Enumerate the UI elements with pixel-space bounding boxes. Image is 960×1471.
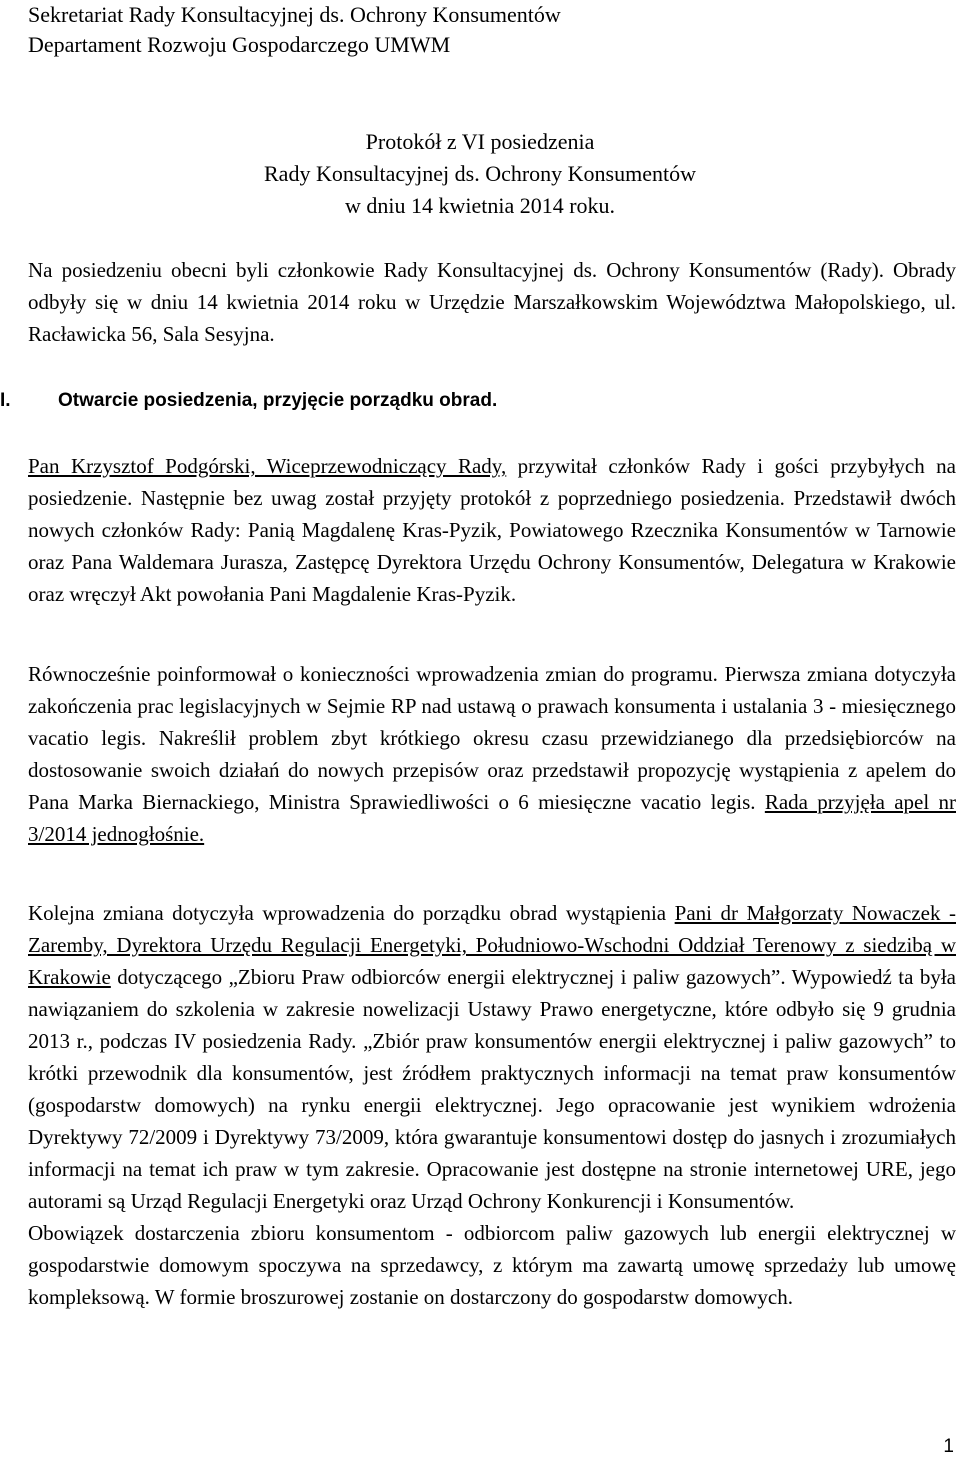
document-header: [28, 0, 561, 60]
paragraph-ure-before: Kolejna zmiana dotyczyła wprowadzenia do porządku obrad wystąpienia: [28, 901, 675, 925]
paragraph-program-changes: [28, 658, 956, 850]
resolution-underlined: Rada przyjęła apel nr 3/2014 jednogłośnie.: [28, 790, 956, 846]
intro-text: Na posiedzeniu obecni byli członkowie Rady Konsultacyjnej ds. Ochrony Konsumentów (Rady). Obrady odbyły się w dniu 14 kwietnia 2014 roku w Urzędzie Marszałkowskim Województwa Małopolskiego, ul. Racławicka 56, Sala Sesyjna.: [28, 258, 956, 346]
page-number: 1: [943, 1436, 954, 1457]
paragraph-opening: [28, 450, 956, 610]
title-line-3: w dniu 14 kwietnia 2014 roku.: [344, 193, 616, 218]
chair-name-underlined: Pan Krzysztof Podgórski, Wiceprzewodniczący Rady,: [28, 454, 507, 478]
speaker-underlined: Pani dr Małgorzaty Nowaczek - Zaremby, Dyrektora Urzędu Regulacji Energetyki, Południowo-Wschodni Oddział Terenowy z siedzibą w Krakowie: [28, 901, 956, 989]
section-title: Otwarcie posiedzenia, przyjęcie porządku obrad.: [58, 390, 498, 411]
paragraph-obligation: Obowiązek dostarczenia zbioru konsumentom - odbiorcom paliw gazowych lub energii elektrycznej w gospodarstwie domowym spoczywa na sprzedawcy, z którym ma zawartą umowę sprzedaży lub umowę kompleksową. W formie broszurowej zostanie on dostarczony do gospodarstw domowych.: [28, 1221, 956, 1309]
protocol-title: [0, 126, 960, 222]
title-line-2: Rady Konsultacyjnej ds. Ochrony Konsumentów: [264, 161, 696, 186]
title-line-1: Protokół z VI posiedzenia: [365, 129, 595, 154]
paragraph-ure-after: dotyczącego „Zbioru Praw odbiorców energii elektrycznej i paliw gazowych”. Wypowiedź ta była nawiązaniem do szkolenia w zakresie nowelizacji Ustawy Prawo energetyczne, które odbyło się 9 grudnia 2013 r., podczas IV posiedzenia Rady. „Zbiór praw konsumentów energii elektrycznej i paliw gazowych” to krótki przewodnik dla konsumentów, jest źródłem praktycznych informacji na temat praw konsumentów (gospodarstw domowych) na rynku energii elektrycznej. Jego opracowanie jest wynikiem wdrożenia Dyrektywy 72/2009 i Dyrektywy 73/2009, która gwarantuje konsumentowi dostęp do jasnych i zrozumiałych informacji na temat ich praw w tym zakresie. Opracowanie jest dostępne na stronie internetowej URE, jego autorami są Urząd Regulacji Energetyki oraz Urząd Ochrony Konkurencji i Konsumentów.: [28, 965, 956, 1213]
paragraph-ure-presentation: [28, 897, 956, 1313]
header-line-department: Departament Rozwoju Gospodarczego UMWM: [28, 32, 451, 57]
paragraph-opening-text: przywitał członków Rady i gości przybyłych na posiedzenie. Następnie bez uwag został przyjęty protokół z poprzedniego posiedzenia. Przedstawił dwóch nowych członków Rady: Panią Magdalenę Kras-Pyzik, Powiatowego Rzecznika Konsumentów w Tarnowie oraz Pana Waldemara Jurasza, Zastępcę Dyrektora Urzędu Ochrony Konsumentów, Delegatura w Krakowie oraz wręczył Akt powołania Pani Magdalenie Kras-Pyzik.: [28, 454, 956, 606]
section-number: I.: [0, 390, 11, 411]
intro-paragraph: [28, 254, 956, 350]
header-line-secretariat: Sekretariat Rady Konsultacyjnej ds. Ochrony Konsumentów: [28, 2, 561, 27]
paragraph-program-text: Równocześnie poinformował o konieczności wprowadzenia zmian do programu. Pierwsza zmiana dotyczyła zakończenia prac legislacyjnych w Sejmie RP nad ustawą o prawach konsumenta i ustalania 3 - miesięcznego vacatio legis. Nakreślił problem zbyt krótkiego okresu czasu przewidzianego dla przedsiębiorców na dostosowanie swoich działań do nowych przepisów oraz przedstawił propozycję wystąpienia z apelem do Pana Marka Biernackiego, Ministra Sprawiedliwości o 6 miesięczne vacatio legis.: [28, 662, 956, 814]
